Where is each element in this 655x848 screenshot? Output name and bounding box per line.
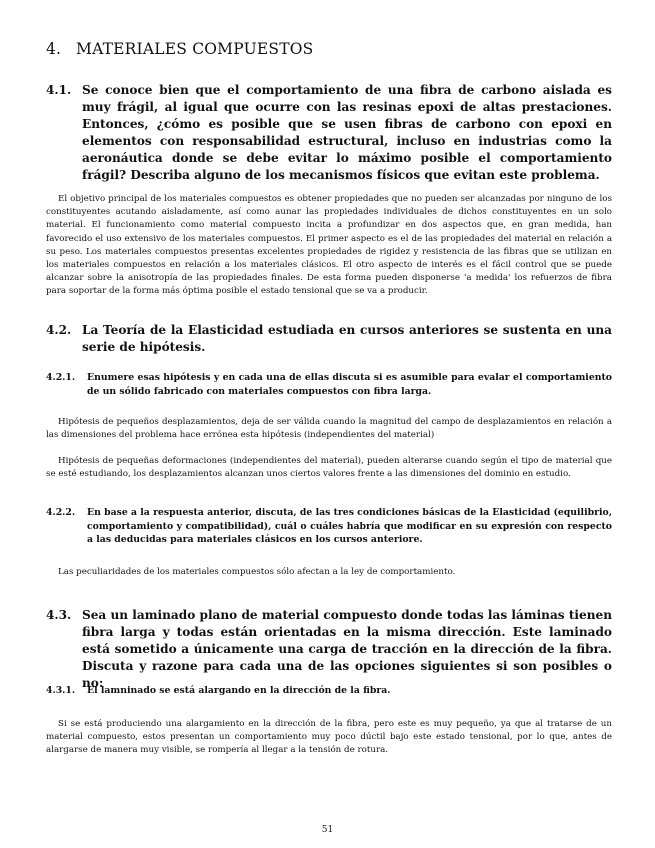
answer-paragraph: Hipótesis de pequeños desplazamientos, deja de ser válida cuando la magnitud del campo de desplazamientos en relación a las dimensiones del problema hace errónea esta hipótesis (independientes del material) bbox=[46, 417, 612, 441]
answer-paragraph: Hipótesis de pequeñas deformaciones (independientes del material), pueden alterarse cuando según el tipo de material que se esté estudiando, los desplazamientos alcanzan unos ciertos valores frente a las dimensiones del dominio en estudio. bbox=[46, 456, 612, 480]
answer-paragraph: Si se está produciendo una alargamiento en la dirección de la fibra, pero este es muy pequeño, ya que al tratarse de un material compuesto, estos presentan un comportamiento muy poco dúctil bajo este estado tensional, por lo que, antes de alargarse de manera muy visible, se rompería al llegar a la tensión de rotura. bbox=[46, 719, 612, 756]
question-4-3 bbox=[46, 607, 612, 692]
subquestion-text: El lamninado se está alargando en la dirección de la fibra. bbox=[87, 685, 391, 696]
subquestion-number: 4.2.1. bbox=[46, 372, 76, 383]
question-4-1 bbox=[46, 82, 612, 184]
subquestion-text: Enumere esas hipótesis y en cada una de ellas discuta si es asumible para evalar el comportamiento de un sólido fabricado con materiales compuestos con fibra larga. bbox=[87, 372, 612, 397]
section-number: 4. bbox=[46, 40, 62, 58]
question-text: Sea un laminado plano de material compuesto donde todas las láminas tienen fibra larga y todas están orientadas en la misma dirección. Este laminado está sometido a únicamente una carga de tracción en la dirección de la fibra. Discuta y razone para cada una de las opciones siguientes si son posibles o no: bbox=[82, 608, 612, 690]
subquestion-text: En base a la respuesta anterior, discuta, de las tres condiciones básicas de la Elasticidad (equilibrio, comportamiento y compatibilidad), cuál o cuáles habría que modificar en su expresión con respecto a las deducidas para materiales clásicos en los cursos anteriore. bbox=[87, 507, 612, 546]
subquestion-4-2-1 bbox=[46, 371, 612, 398]
question-text: Se conoce bien que el comportamiento de una fibra de carbono aislada es muy frágil, al igual que ocurre con las resinas epoxi de altas prestaciones. Entonces, ¿cómo es posible que se usen fibras de carbono con epoxi en elementos con responsabilidad estructural, incluso en industrias como la aeronáutica donde se debe evitar lo máximo posible el comportamiento frágil? Describa alguno de los mecanismos físicos que evitan este problema. bbox=[82, 83, 612, 182]
question-number: 4.1. bbox=[46, 83, 72, 97]
subquestion-4-2-2 bbox=[46, 506, 612, 547]
question-number: 4.3. bbox=[46, 608, 72, 622]
page-number: 51 bbox=[321, 825, 334, 835]
subquestion-number: 4.3.1. bbox=[46, 685, 76, 696]
question-4-2 bbox=[46, 322, 612, 356]
question-number: 4.2. bbox=[46, 323, 72, 337]
subquestion-4-3-1 bbox=[46, 684, 612, 698]
answer-paragraph: El objetivo principal de los materiales compuestos es obtener propiedades que no pueden ser alcanzadas por ninguno de los constituyentes acutando aisladamente, así como aunar las propiedades individuales de dichos constituyentes en un solo material. El funcionamiento como material compuesto incita a profundizar en dos aspectos que, en gran medida, han favorecido el uso extensivo de los materiales compuestos. El primer aspecto es el de las propiedades del material en relación a su peso. Los materiales compuestos presentas excelentes propiedades de rigidez y resistencia de las fibras que se utilizan en los materiales compuestos en relación a los materiales clásicos. El otro aspecto de interés es el fácil control que se puede alcanzar sobre la anisotropía de las propiedades finales. De esta forma pueden disponerse 'a medida' los refuerzos de fibra para soportar de la forma más óptima posible el estado tensional que se va a producir. bbox=[46, 194, 612, 297]
subquestion-number: 4.2.2. bbox=[46, 507, 76, 518]
section-heading bbox=[46, 40, 313, 58]
answer-paragraph: Las peculiaridades de los materiales compuestos sólo afectan a la ley de comportamiento. bbox=[58, 567, 456, 577]
question-text: La Teoría de la Elasticidad estudiada en cursos anteriores se sustenta en una serie de hipótesis. bbox=[82, 323, 612, 354]
section-title: MATERIALES COMPUESTOS bbox=[76, 40, 314, 58]
